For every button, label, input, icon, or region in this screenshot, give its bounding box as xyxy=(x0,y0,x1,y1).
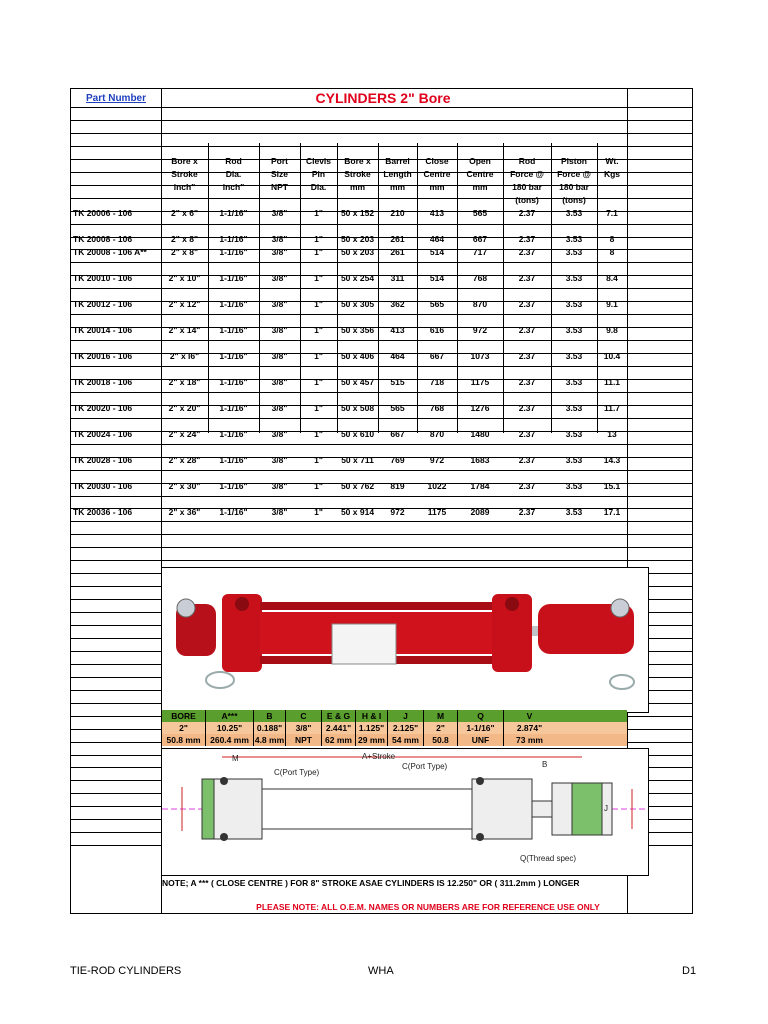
part-number-cell: TK 20016 - 106 xyxy=(73,351,133,361)
j-label: J xyxy=(604,804,608,813)
table-cell: 2.37 xyxy=(518,273,536,283)
table-cell: 1480 xyxy=(470,429,490,439)
table-cell: 50 x 152 xyxy=(340,208,375,218)
stroke-label: A+Stroke xyxy=(362,752,396,761)
table-cell: 514 xyxy=(429,273,445,283)
part-number-cell: TK 20012 - 106 xyxy=(73,299,133,309)
table-cell: 2.37 xyxy=(518,234,536,244)
table-cell: 3/8" xyxy=(271,403,288,413)
table-cell: 3.53 xyxy=(565,507,583,517)
table-cell: 1-1/16" xyxy=(219,377,248,387)
grid-row-line xyxy=(71,444,692,445)
column-header-cell: Size xyxy=(270,169,288,179)
dimension-cell: V xyxy=(503,710,555,722)
part-number-header[interactable]: Part Number xyxy=(85,93,146,104)
table-cell: 1" xyxy=(314,403,323,413)
part-number-cell: TK 20020 - 106 xyxy=(73,403,133,413)
part-number-cell: TK 20028 - 106 xyxy=(73,455,133,465)
dimension-cell: 0.188" xyxy=(253,722,285,734)
table-cell: 50 x 254 xyxy=(340,273,375,283)
table-cell: 3/8" xyxy=(271,273,288,283)
dimension-cell: E & G xyxy=(321,710,355,722)
column-header-cell: Open xyxy=(469,156,491,166)
oem-reference-note: PLEASE NOTE: ALL O.E.M. NAMES OR NUMBERS ARE FOR REFERENCE USE ONLY xyxy=(256,902,600,912)
column-header-cell: Bore x xyxy=(344,156,371,166)
dimension-cell: UNF xyxy=(457,734,503,746)
table-cell: 3/8" xyxy=(271,247,288,257)
table-cell: 50 x 508 xyxy=(340,403,375,413)
b-label: B xyxy=(542,760,548,769)
table-cell: 1" xyxy=(314,234,323,244)
dimension-header-row xyxy=(161,710,627,722)
table-cell: 768 xyxy=(472,273,488,283)
column-header-cell: mm xyxy=(429,181,445,192)
grid-row-line xyxy=(71,560,692,561)
port-type-label-1: C(Port Type) xyxy=(274,768,320,777)
table-cell: 1784 xyxy=(470,481,490,491)
table-cell: 667 xyxy=(472,234,488,244)
table-cell: 2.37 xyxy=(518,351,536,361)
dimension-cell: 2" xyxy=(161,722,205,734)
column-header-cell: Port xyxy=(271,156,288,166)
table-cell: 1073 xyxy=(470,351,490,361)
column-header-cell: NPT xyxy=(271,181,288,192)
table-cell: 2.37 xyxy=(518,325,536,335)
table-cell: 3/8" xyxy=(271,481,288,491)
table-cell: 50 x 305 xyxy=(340,299,375,309)
table-cell: 2" x 14" xyxy=(168,325,201,335)
table-cell: 3.53 xyxy=(565,351,583,361)
grid-row-line xyxy=(71,146,692,147)
table-cell: 3/8" xyxy=(271,234,288,244)
grid-row-line xyxy=(71,340,692,341)
table-cell: 3/8" xyxy=(271,455,288,465)
table-cell: 3/8" xyxy=(271,325,288,335)
dimension-cell: 4.8 mm xyxy=(254,735,285,745)
column-header-cell: Dia. xyxy=(225,169,242,179)
table-cell: 768 xyxy=(429,403,445,413)
table-cell: 261 xyxy=(390,247,405,257)
dimension-inch-row xyxy=(161,722,627,734)
part-number-cell: TK 20008 - 106 A** xyxy=(73,247,147,257)
grid-row-line xyxy=(71,521,692,522)
table-cell: 3/8" xyxy=(271,351,288,361)
grid-row-line xyxy=(71,198,692,199)
table-cell: 10.4 xyxy=(603,351,621,361)
table-cell: 1" xyxy=(314,455,323,465)
table-cell: 2" x 8" xyxy=(171,234,198,244)
table-cell: 3/8" xyxy=(271,429,288,439)
grid-row-line xyxy=(71,496,692,497)
page-title: CYLINDERS 2" Bore xyxy=(315,90,451,106)
dimension-cell: 50.8 mm xyxy=(161,734,205,746)
table-cell: 3.53 xyxy=(565,455,583,465)
table-cell: 3.53 xyxy=(565,299,583,309)
table-cell: 514 xyxy=(429,247,445,257)
table-cell: 1-1/16" xyxy=(219,208,248,218)
table-cell: 11.7 xyxy=(603,403,621,413)
table-cell: 1175 xyxy=(427,507,447,517)
spec-sheet xyxy=(70,88,693,914)
table-cell: 1-1/16" xyxy=(219,429,248,439)
table-cell: 2" x 36" xyxy=(168,507,201,517)
table-cell: 1" xyxy=(314,377,323,387)
table-cell: 2" x 10" xyxy=(168,273,201,283)
table-cell: 972 xyxy=(390,507,405,517)
table-cell: 2089 xyxy=(470,507,490,517)
grid-row-line xyxy=(71,392,692,393)
grid-row-line xyxy=(71,120,692,121)
table-cell: 2" x 12" xyxy=(168,299,201,309)
grid-row-line xyxy=(71,288,692,289)
table-cell: 1-1/16" xyxy=(219,403,248,413)
table-cell: 1" xyxy=(314,299,323,309)
table-cell: 2" x 18" xyxy=(168,377,201,387)
dimension-cell: 2.874" xyxy=(503,722,555,734)
dimension-table xyxy=(161,710,627,746)
table-cell: 3.53 xyxy=(565,247,583,257)
table-cell: 261 xyxy=(390,234,405,244)
table-cell: 13 xyxy=(607,429,617,439)
part-number-cell: TK 20014 - 106 xyxy=(73,325,133,335)
dimension-cell: 50.8 xyxy=(423,734,457,746)
grid-row-line xyxy=(71,534,692,535)
grid-row-line xyxy=(71,366,692,367)
column-header-cell: Kgs xyxy=(603,169,621,179)
table-cell: 14.3 xyxy=(603,455,621,465)
grid-row-line xyxy=(71,133,692,134)
table-cell: 515 xyxy=(390,377,405,387)
port-type-label-2: C(Port Type) xyxy=(402,762,448,771)
dimension-cell: H & I xyxy=(355,710,387,722)
table-cell: 1-1/16" xyxy=(219,481,248,491)
table-cell: 362 xyxy=(390,299,405,309)
table-cell: 565 xyxy=(390,403,405,413)
column-header-cell: Stroke xyxy=(171,169,198,179)
table-cell: 1276 xyxy=(470,403,490,413)
table-cell: 2" x 30" xyxy=(168,481,201,491)
table-cell: 50 x 711 xyxy=(341,455,374,465)
table-cell: 2.37 xyxy=(518,299,536,309)
grid-row-line xyxy=(71,470,692,471)
part-number-cell: TK 20024 - 106 xyxy=(73,429,133,439)
table-cell: 1" xyxy=(314,273,323,283)
table-cell: 2.37 xyxy=(518,481,536,491)
table-cell: 464 xyxy=(390,351,405,361)
column-header-cell: Piston xyxy=(561,156,587,166)
table-cell: 870 xyxy=(472,299,488,309)
table-cell: 1683 xyxy=(470,455,490,465)
dimension-cell: 73 mm xyxy=(503,734,555,746)
table-cell: 3.53 xyxy=(565,234,583,244)
cylinder-photo xyxy=(161,567,649,713)
table-cell: 3/8" xyxy=(271,208,288,218)
column-header-cell: Rod xyxy=(518,156,536,166)
column-header-cell: inch" xyxy=(222,181,245,192)
m-label: M xyxy=(232,754,239,763)
table-cell: 413 xyxy=(429,208,445,218)
column-header-cell: Stroke xyxy=(344,169,371,179)
column-header-cell: inch" xyxy=(173,181,196,192)
table-cell: 3.53 xyxy=(565,481,583,491)
dimension-cell: M xyxy=(423,710,457,722)
table-cell: 1" xyxy=(314,325,323,335)
table-cell: 8.4 xyxy=(606,273,618,283)
column-header-cell: 180 bar xyxy=(559,181,589,192)
table-cell: 2.37 xyxy=(518,455,536,465)
dimension-cell: J xyxy=(387,710,423,722)
table-cell: 718 xyxy=(429,377,445,387)
dimension-cell: B xyxy=(253,710,285,722)
table-cell: 50 x 203 xyxy=(340,234,375,244)
table-cell: 1" xyxy=(314,507,323,517)
column-header-cell: 180 bar xyxy=(512,181,542,192)
grid-row-line xyxy=(71,314,692,315)
part-number-cell: TK 20036 - 106 xyxy=(73,507,133,517)
column-header-cell: Wt. xyxy=(605,156,619,166)
dimension-metric-row xyxy=(161,734,627,746)
table-cell: 2.37 xyxy=(518,429,536,439)
column-header-cell: (tons) xyxy=(562,194,586,205)
column-header-cell: Length xyxy=(383,169,412,179)
table-cell: 2" x 28" xyxy=(168,455,201,465)
table-cell: 2.37 xyxy=(518,403,536,413)
dimension-cell: 54 mm xyxy=(387,734,423,746)
table-cell: 1-1/16" xyxy=(219,507,248,517)
part-number-cell: TK 20010 - 106 xyxy=(73,273,133,283)
table-cell: 11.1 xyxy=(603,377,621,387)
table-cell: 8 xyxy=(609,234,615,244)
table-cell: 616 xyxy=(429,325,445,335)
column-header-cell: Force @ xyxy=(510,169,544,179)
dimension-cell: 1.125" xyxy=(355,722,387,734)
table-cell: 3/8" xyxy=(271,507,288,517)
part-number-cell: TK 20030 - 106 xyxy=(73,481,133,491)
close-centre-note: NOTE; A *** ( CLOSE CENTRE ) FOR 8" STROKE ASAE CYLINDERS IS 12.250" OR ( 311.2mm ) LONGER xyxy=(162,878,580,888)
table-cell: 50 x 762 xyxy=(340,481,375,491)
table-cell: 1" xyxy=(314,351,323,361)
part-number-cell: TK 20006 - 106 xyxy=(73,208,133,218)
dimension-cell: 10.25" xyxy=(205,722,253,734)
table-cell: 413 xyxy=(390,325,405,335)
table-cell: 311 xyxy=(390,273,405,283)
table-cell: 565 xyxy=(472,208,488,218)
table-cell: 50 x 406 xyxy=(340,351,375,361)
table-cell: 717 xyxy=(472,247,488,257)
table-cell: 1" xyxy=(314,208,323,218)
table-cell: 1-1/16" xyxy=(219,455,248,465)
dimension-cell: NPT xyxy=(285,734,321,746)
table-cell: 2" x 6" xyxy=(171,208,198,218)
table-cell: 9.1 xyxy=(606,299,618,309)
table-cell: 870 xyxy=(429,429,445,439)
table-cell: 1-1/16" xyxy=(219,234,248,244)
part-number-cell: TK 20018 - 106 xyxy=(73,377,133,387)
table-cell: 50 x 914 xyxy=(340,507,375,517)
table-cell: 464 xyxy=(429,234,445,244)
table-cell: 50 x 203 xyxy=(340,247,375,257)
table-cell: 972 xyxy=(429,455,445,465)
column-header-cell: mm xyxy=(349,181,366,192)
footer-left: TIE-ROD CYLINDERS xyxy=(70,965,182,977)
dimension-cell: BORE xyxy=(161,710,205,722)
column-header-cell: Dia. xyxy=(310,181,327,192)
footer-right: D1 xyxy=(682,965,697,977)
dimension-cell: 260.4 mm xyxy=(205,734,253,746)
table-cell: 1" xyxy=(314,247,323,257)
dimension-cell: A*** xyxy=(205,710,253,722)
column-header-cell: Pin xyxy=(311,169,326,179)
table-cell: 3.53 xyxy=(565,377,583,387)
column-header-cell: Force @ xyxy=(557,169,591,179)
table-cell: 2.37 xyxy=(518,507,536,517)
dimension-cell: Q xyxy=(457,710,503,722)
column-header-cell: mm xyxy=(472,181,488,192)
table-cell: 2.37 xyxy=(518,247,536,257)
table-cell: 1-1/16" xyxy=(219,273,248,283)
table-cell: 3.53 xyxy=(565,208,583,218)
grid-row-line xyxy=(71,418,692,419)
table-cell: 1-1/16" xyxy=(219,351,248,361)
table-cell: 819 xyxy=(390,481,405,491)
table-cell: 2.37 xyxy=(518,208,536,218)
dimension-cell: 29 mm xyxy=(355,734,387,746)
table-cell: 565 xyxy=(429,299,445,309)
table-cell: 7.1 xyxy=(606,208,618,218)
column-header-cell: Bore x xyxy=(171,156,198,166)
table-cell: 50 x 457 xyxy=(340,377,375,387)
table-cell: 3.53 xyxy=(565,403,583,413)
dimension-cell: 62 mm xyxy=(321,734,355,746)
table-cell: 9.8 xyxy=(606,325,618,335)
table-cell: 17.1 xyxy=(603,507,621,517)
table-cell: 210 xyxy=(390,208,405,218)
table-cell: 3/8" xyxy=(271,377,288,387)
table-cell: 3/8" xyxy=(271,299,288,309)
column-header-cell: Barrel xyxy=(385,156,410,166)
table-cell: 1175 xyxy=(470,377,490,387)
table-cell: 667 xyxy=(390,429,405,439)
grid-row-line xyxy=(71,107,692,108)
column-header-cell: Rod xyxy=(225,156,242,166)
table-cell: 2.37 xyxy=(518,377,536,387)
table-cell: 50 x 356 xyxy=(340,325,375,335)
table-cell: 3.53 xyxy=(565,325,583,335)
table-cell: 2" x 8" xyxy=(171,247,198,257)
table-cell: 667 xyxy=(429,351,445,361)
table-cell: 972 xyxy=(472,325,488,335)
table-cell: 2" x 24" xyxy=(168,429,201,439)
column-header-cell: Centre xyxy=(423,169,451,179)
table-cell: 2" x l6" xyxy=(169,351,200,361)
table-cell: 769 xyxy=(390,455,405,465)
footer-center: WHA xyxy=(368,965,394,977)
technical-drawing xyxy=(161,748,649,876)
table-cell: 2" x 20" xyxy=(168,403,201,413)
table-cell: 1" xyxy=(314,481,323,491)
table-cell: 1-1/16" xyxy=(219,247,248,257)
table-cell: 1-1/16" xyxy=(219,325,248,335)
dimension-cell: C xyxy=(285,710,321,722)
table-cell: 1" xyxy=(314,429,323,439)
dimension-cell: 2.441" xyxy=(321,722,355,734)
dimension-cell: 2.125" xyxy=(387,722,423,734)
table-cell: 1022 xyxy=(427,481,447,491)
grid-row-line xyxy=(71,547,692,548)
table-cell: 1-1/16" xyxy=(219,299,248,309)
grid-row-line xyxy=(71,224,692,225)
column-header-cell: Clevis xyxy=(305,156,332,166)
table-cell: 8 xyxy=(609,247,615,257)
table-cell: 15.1 xyxy=(603,481,621,491)
column-header-cell: Centre xyxy=(466,169,494,179)
column-header-cell: Close xyxy=(425,156,449,166)
dimension-cell: 1-1/16" xyxy=(457,722,503,734)
column-header-cell: mm xyxy=(389,181,406,192)
part-number-cell: TK 20008 - 106 xyxy=(73,234,133,244)
table-cell: 3.53 xyxy=(565,273,583,283)
dimension-cell: 3/8" xyxy=(285,722,321,734)
thread-spec-label: Q(Thread spec) xyxy=(520,854,577,863)
table-cell: 3.53 xyxy=(565,429,583,439)
table-cell: 50 x 610 xyxy=(340,429,375,439)
column-header-cell: (tons) xyxy=(515,194,539,205)
grid-row-line xyxy=(71,262,692,263)
dimension-cell: 2" xyxy=(423,722,457,734)
